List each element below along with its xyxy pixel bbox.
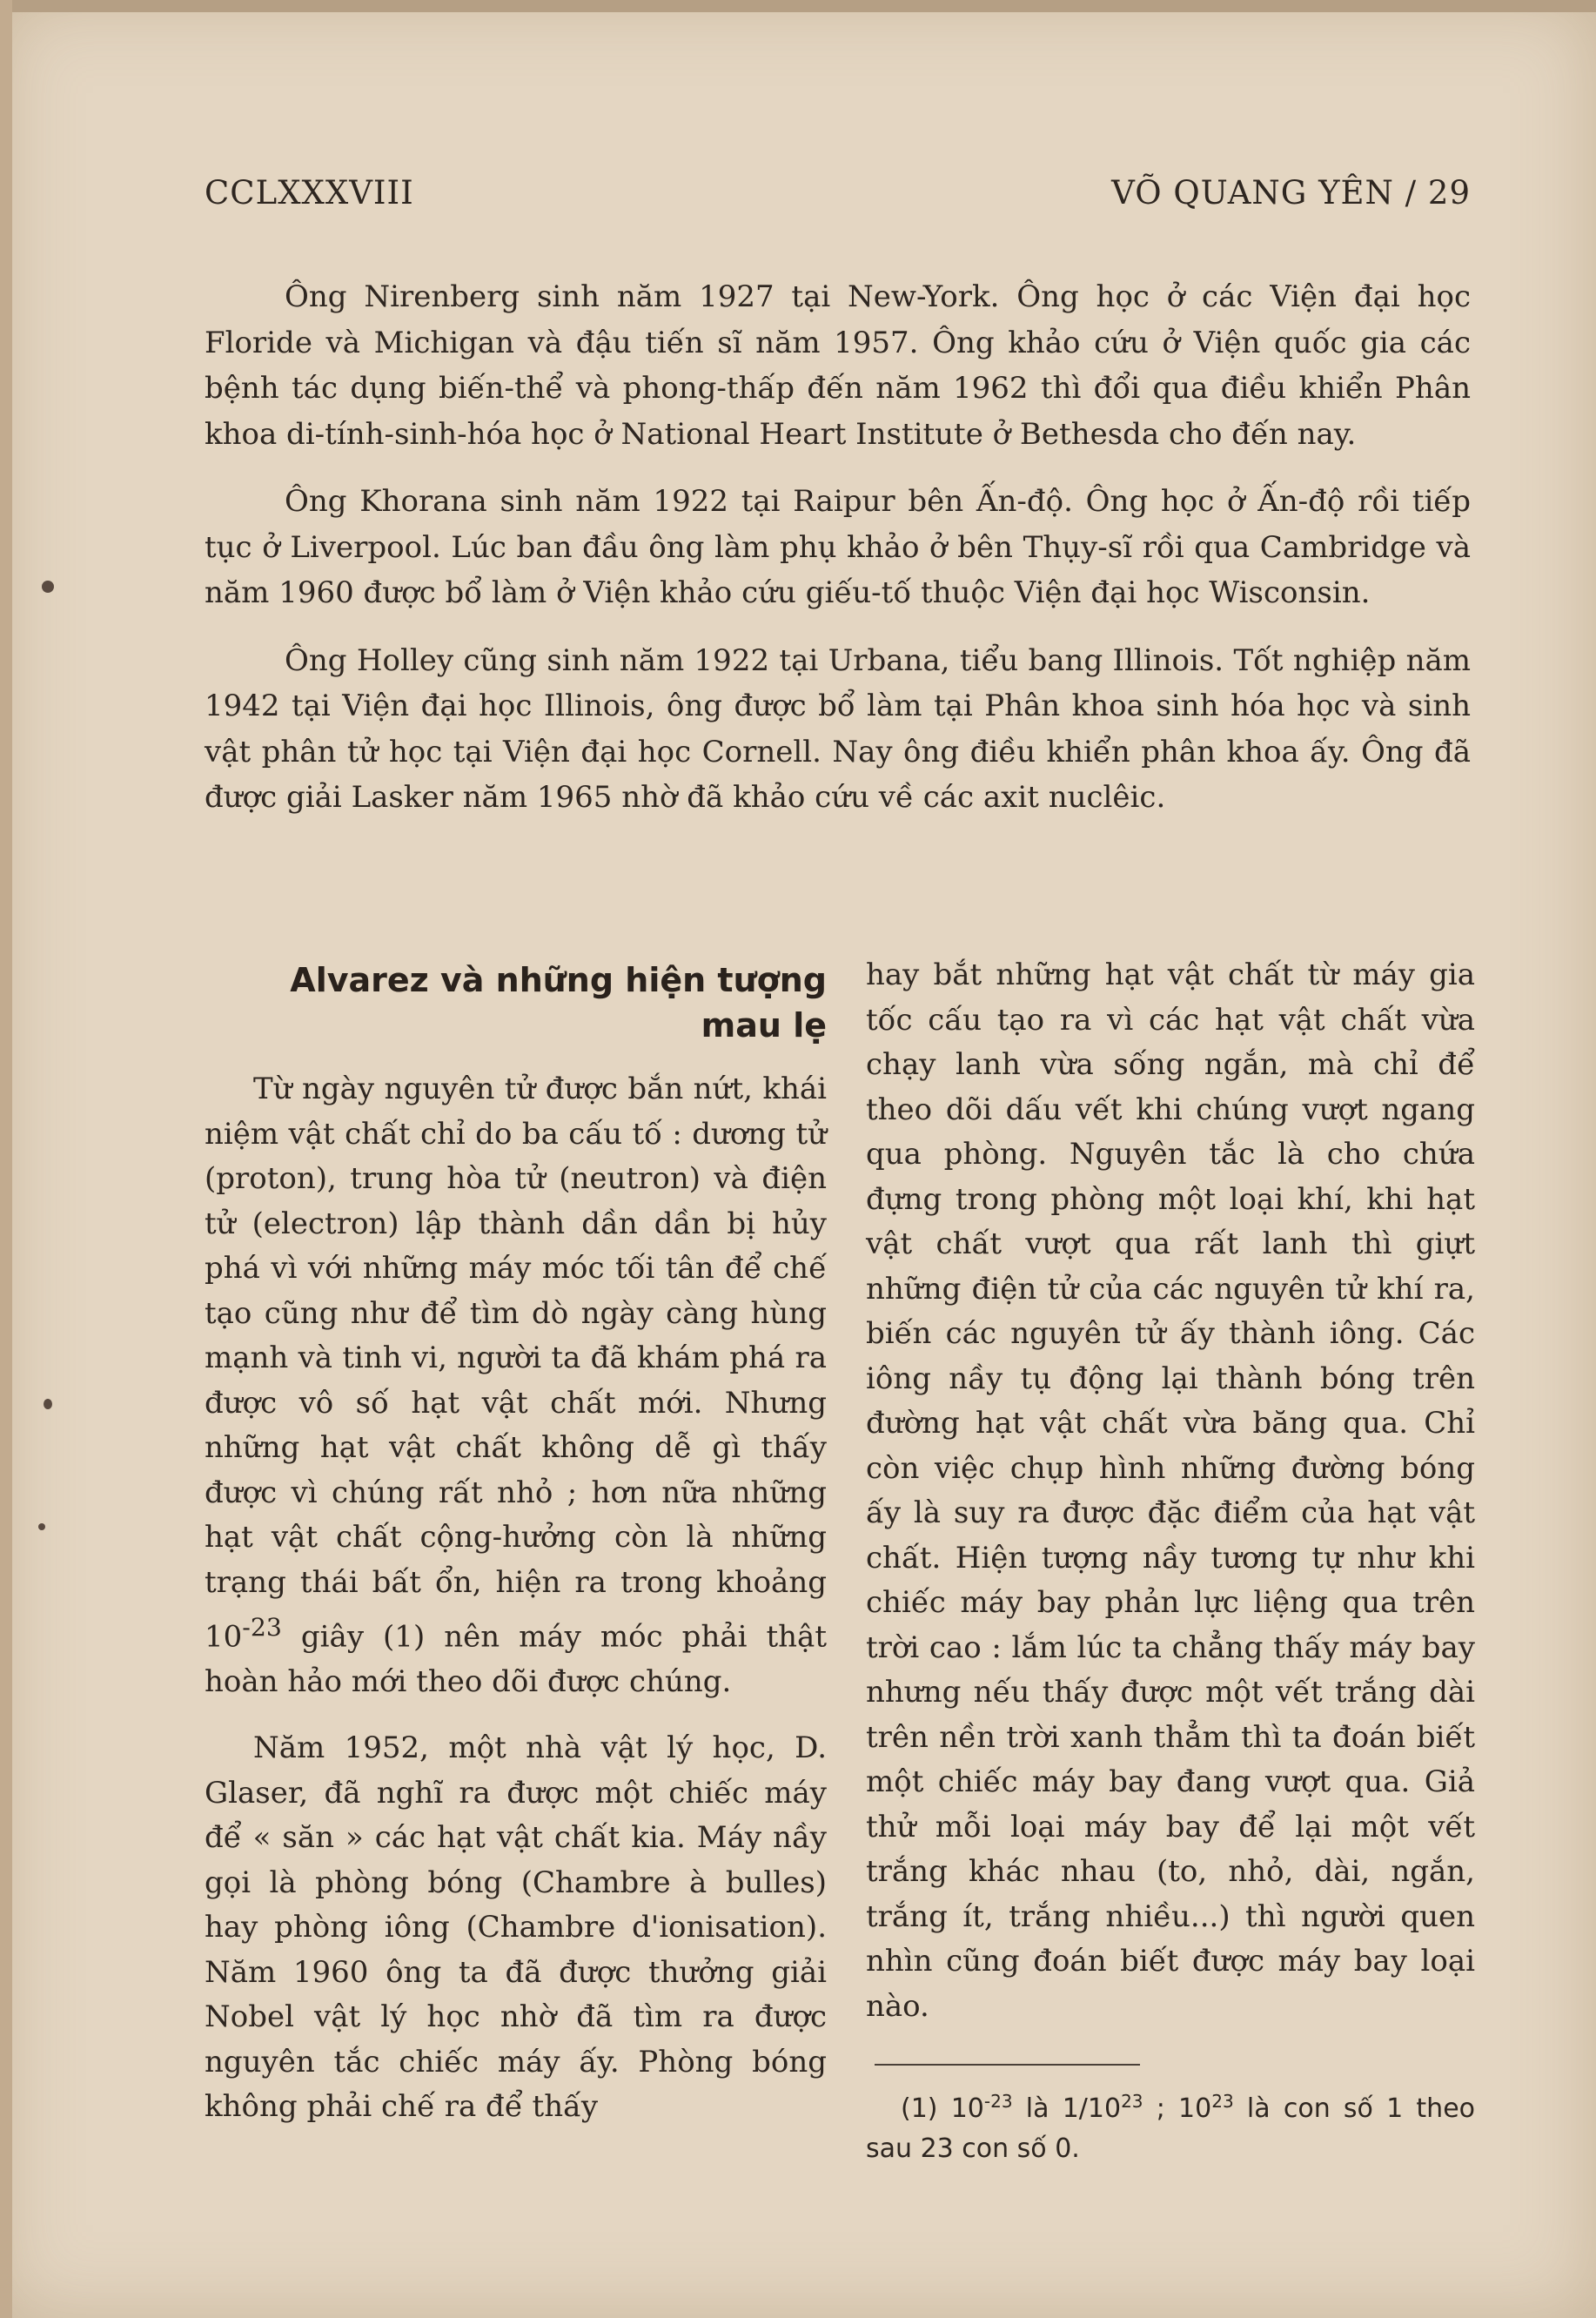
intro-paragraph-nirenberg: Ông Nirenberg sinh năm 1927 tại New-York. Ông học ở các Viện đại học Floride và Michigan và đậu tiến sĩ năm 1957. Ông khảo cứu ở Viện quốc gia các bệnh tác dụng biến-thể và phong-thấp đến năm 1962 thì đổi qua điều khiển Phân khoa di-tính-sinh-hóa học ở National Heart Institute ở Bethesda cho đến nay. [205, 279, 1471, 452]
footnote-exponent: 23 [1121, 2091, 1143, 2112]
page-header [205, 174, 1471, 226]
footnote-part: là con số 1 theo sau 23 con số 0. [866, 2093, 1475, 2164]
left-p1-text-end: giây (1) nên máy móc phải thật hoàn hảo mới theo dõi được chúng. [205, 1619, 827, 1699]
left-paragraph-2: Năm 1952, một nhà vật lý học, D. Glaser, đã nghĩ ra được một chiếc máy để « săn » các hạt vật chất kia. Máy nầy gọi là phòng bóng (Chambre à bulles) hay phòng iông (Chambre d'ionisation). Năm 1960 ông ta đã được thưởng giải Nobel vật lý học nhờ đã tìm ra được nguyên tắc chiếc máy ấy. Phòng bóng không phải chế ra để thấy [205, 1730, 827, 2125]
left-paragraph-1 [205, 1067, 827, 1704]
ink-spot [38, 1523, 45, 1530]
intro-paragraph-khorana: Ông Khorana sinh năm 1922 tại Raipur bên Ấn-độ. Ông học ở Ấn-độ rồi tiếp tục ở Liverpool. Lúc ban đầu ông làm phụ khảo ở bên Thụy-sĩ rồi qua Cambridge và năm 1960 được bổ làm ở Viện khảo cứu giếu-tố thuộc Viện đại học Wisconsin. [205, 484, 1471, 610]
footnote-exponent: 23 [1211, 2091, 1234, 2112]
page-top-edge [0, 0, 1596, 12]
ink-spot [44, 1399, 52, 1409]
header-right: VÕ QUANG YÊN / 29 [1111, 174, 1471, 212]
footnote-part: là 1/10 [1012, 2093, 1122, 2124]
footnote-part: ; 10 [1143, 2093, 1212, 2124]
footnote-divider [875, 2064, 1140, 2066]
right-paragraph-1: hay bắt những hạt vật chất từ máy gia tốc cấu tạo ra vì các hạt vật chất vừa chạy lanh vừa sống ngắn, mà chỉ để theo dõi dấu vết khi chúng vượt ngang qua phòng. Nguyên tắc là cho chứa đựng trong phòng một loại khí, khi hạt vật chất vượt qua rất lanh thì giựt những điện tử của các nguyên tử khí ra, biến các nguyên tử ấy thành iông. Các iông nầy tụ động lại thành bóng trên đường hạt vật chất vừa băng qua. Chỉ còn việc chụp hình những đường bóng ấy là suy ra được đặc điểm của hạt vật chất. Hiện tượng nầy tương tự như khi chiếc máy bay phản lực liệng qua trên trời cao : lắm lúc ta chẳng thấy máy bay nhưng nếu thấy được một vết trắng dài trên nền trời xanh thẳm thì ta đoán biết một chiếc máy bay đang vượt qua. Giả thử mỗi loại máy bay để lại một vết trắng khác nhau (to, nhỏ, dài, ngắn, trắng ít, trắng nhiều...) thì người quen nhìn cũng đoán biết được máy bay loại nào. [866, 957, 1475, 2024]
left-p1-text: Từ ngày nguyên tử được bắn nứt, khái niệm vật chất chỉ do ba cấu tố : dương tử (proton), trung hòa tử (neutron) và điện tử (electron) lập thành dần dần bị hủy phá vì với những máy móc tối tân để chế tạo cũng như để tìm dò ngày càng hùng mạnh và tinh vi, người ta đã khám phá ra được vô số hạt vật chất mới. Nhưng những hạt vật chất không dễ gì thấy được vì chúng rất nhỏ ; hơn nữa những hạt vật chất cộng-hưởng còn là những trạng thái bất ổn, hiện ra trong khoảng 10 [205, 1072, 827, 1655]
intro-section [205, 274, 1471, 821]
left-p1-exponent: -23 [242, 1613, 282, 1642]
header-left: CCLXXXVIII [205, 174, 414, 212]
ink-spot [42, 581, 54, 593]
right-column [866, 953, 1475, 2169]
section-title: Alvarez và những hiện tượng mau lẹ [290, 961, 827, 1045]
page-left-edge [0, 0, 12, 2318]
footnote [866, 2081, 1475, 2169]
intro-paragraph-holley: Ông Holley cũng sinh năm 1922 tại Urbana, tiểu bang Illinois. Tốt nghiệp năm 1942 tại Viện đại học Illinois, ông được bổ làm tại Phân khoa sinh hóa học và sinh vật phân tử học tại Viện đại học Cornell. Nay ông điều khiển phân khoa ấy. Ông đã được giải Lasker năm 1965 nhờ đã khảo cứu về các axit nuclêic. [205, 642, 1471, 815]
footnote-part: (1) 10 [901, 2093, 984, 2124]
left-column [205, 957, 827, 2130]
footnote-exponent: -23 [983, 2091, 1013, 2112]
